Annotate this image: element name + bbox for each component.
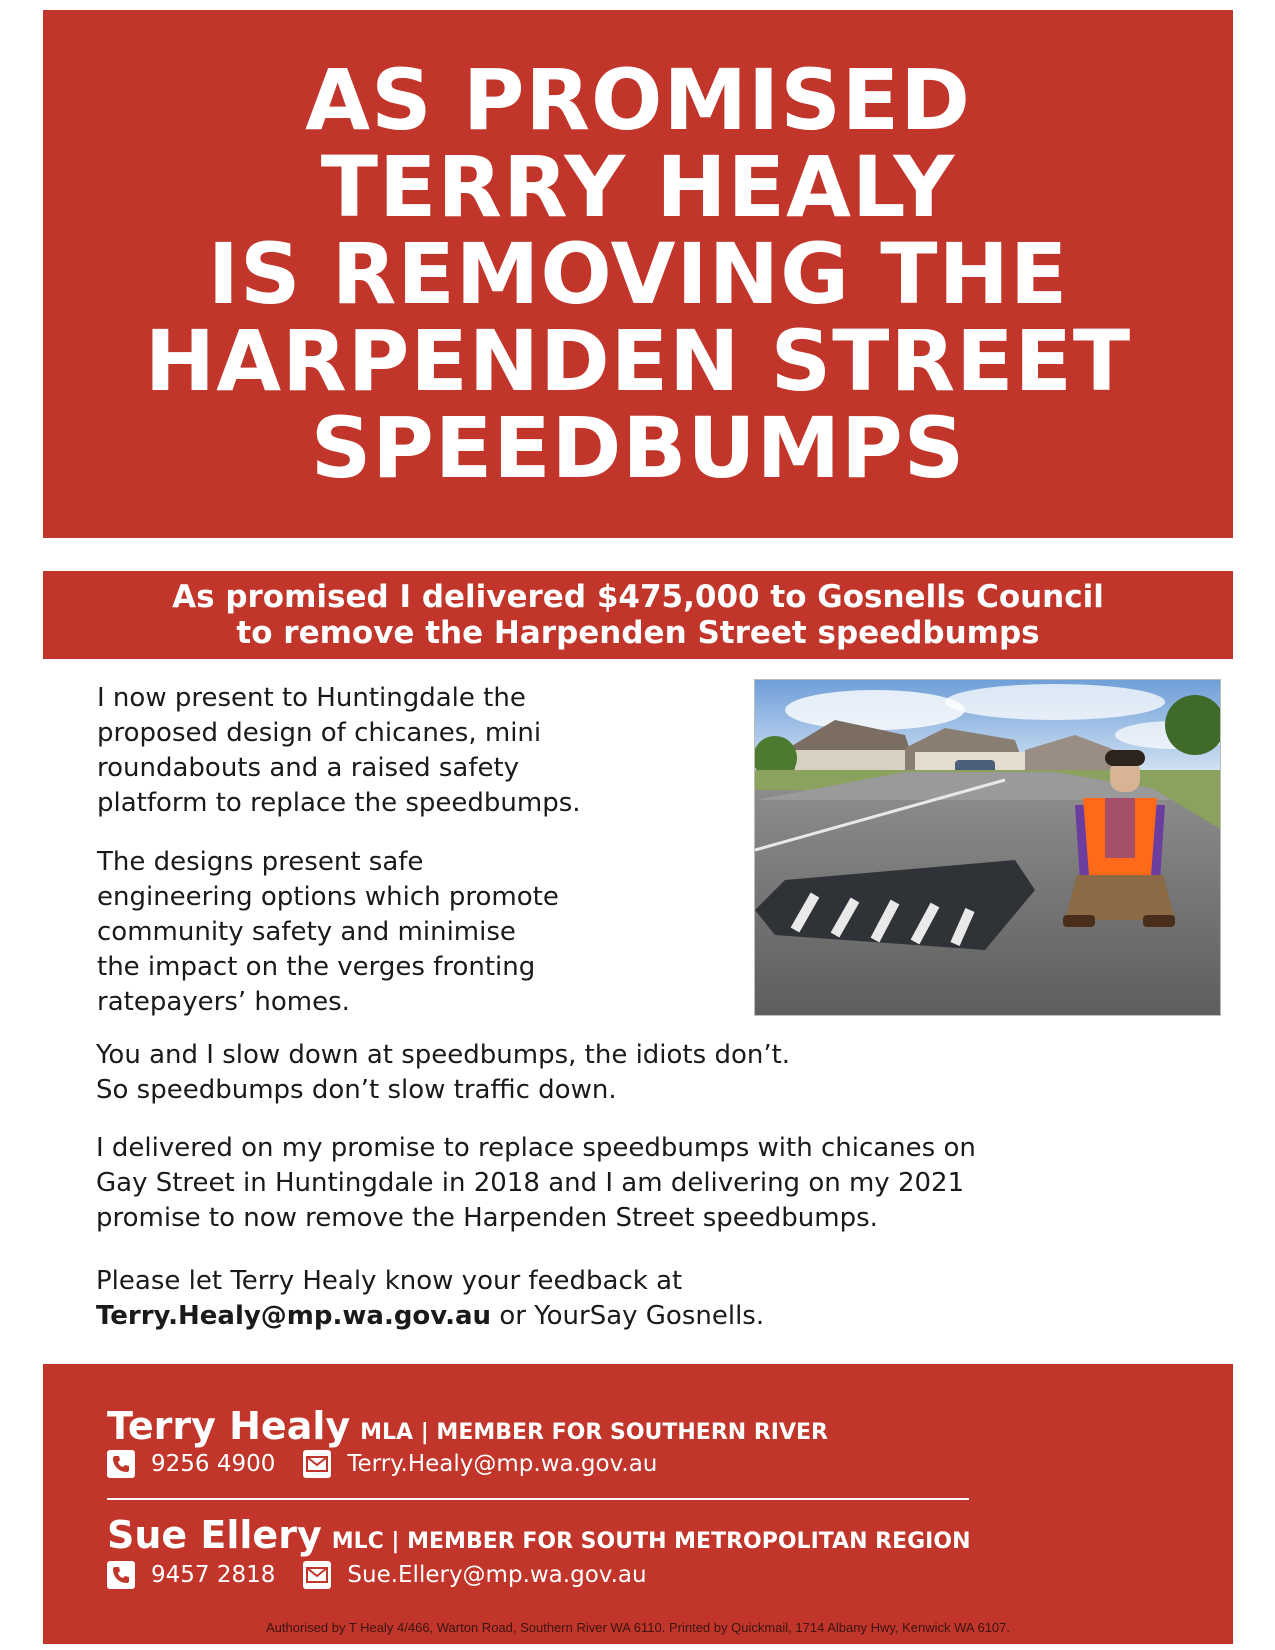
paragraph-line: So speedbumps don’t slow traffic down. [96,1075,617,1105]
paragraph-line: proposed design of chicanes, mini [97,718,542,748]
member2-role: MLC | MEMBER FOR SOUTH METROPOLITAN REGION [331,1529,971,1554]
headline-line: IS REMOVING THE [207,224,1069,323]
paragraph-line: engineering options which promote [97,882,559,912]
paragraph-feedback [96,1264,764,1334]
photo-illustration [755,680,1221,1016]
subheading-banner [43,571,1233,659]
paragraph-line: The designs present safe [97,847,424,877]
member1-heading [107,1404,828,1448]
member2-contacts [107,1560,647,1590]
headline-line: SPEEDBUMPS [310,398,966,497]
member1-phone[interactable]: 9256 4900 [151,1451,276,1477]
envelope-icon [303,1450,331,1478]
paragraph-line: the impact on the verges fronting [97,952,536,982]
member2-email[interactable]: Sue.Ellery@mp.wa.gov.au [347,1562,647,1588]
paragraph-line: Please let Terry Healy know your feedback at [96,1266,683,1296]
headline-line: AS PROMISED [305,50,971,149]
member2-name: Sue Ellery [107,1513,322,1557]
footer-divider [107,1498,969,1500]
paragraph-line: I delivered on my promise to replace speedbumps with chicanes on [96,1133,976,1163]
member2-phone[interactable]: 9457 2818 [151,1562,276,1588]
member1-email[interactable]: Terry.Healy@mp.wa.gov.au [347,1451,658,1477]
paragraph-line: promise to now remove the Harpenden Street speedbumps. [96,1203,878,1233]
phone-icon [107,1450,135,1478]
paragraph-line: I now present to Huntingdale the [97,683,526,713]
envelope-icon [303,1561,331,1589]
feedback-email-link[interactable]: Terry.Healy@mp.wa.gov.au [96,1301,492,1331]
headline-line: TERRY HEALY [320,137,956,236]
member2-heading [107,1513,970,1557]
headline-banner [43,10,1233,538]
paragraph-line: You and I slow down at speedbumps, the idiots don’t. [96,1040,791,1070]
feedback-rest-text: or YourSay Gosnells. [491,1301,765,1331]
headline-line: HARPENDEN STREET [144,311,1132,410]
paragraph-line: community safety and minimise [97,917,516,947]
subheading-line: As promised I delivered $475,000 to Gosnells Council [172,579,1104,615]
authorisation-statement: Authorised by T Healy 4/466, Warton Road, Southern River WA 6110. Printed by Quickmail, 1714 Albany Hwy, Kenwick WA 6107. [265,1620,1011,1635]
member1-name: Terry Healy [107,1404,351,1448]
paragraph-line: roundabouts and a raised safety [97,753,520,783]
member1-role: MLA | MEMBER FOR SOUTHERN RIVER [360,1420,828,1445]
paragraph-gay-street-promise [96,1131,976,1236]
member1-contacts [107,1449,657,1479]
paragraph-line: ratepayers’ homes. [97,987,350,1017]
paragraph-line [96,1299,764,1334]
footer-contact-banner [43,1364,1233,1644]
subheading-line: to remove the Harpenden Street speedbumps [236,615,1040,651]
photo-man-kneeling-by-speedbump [754,679,1221,1016]
phone-icon [107,1561,135,1589]
paragraph-line: Gay Street in Huntingdale in 2018 and I am delivering on my 2021 [96,1168,965,1198]
paragraph-speedbumps-idiots [96,1038,790,1108]
paragraph-designs-safety [97,845,559,1020]
paragraph-design-proposal [97,681,581,821]
paragraph-line: platform to replace the speedbumps. [97,788,581,818]
